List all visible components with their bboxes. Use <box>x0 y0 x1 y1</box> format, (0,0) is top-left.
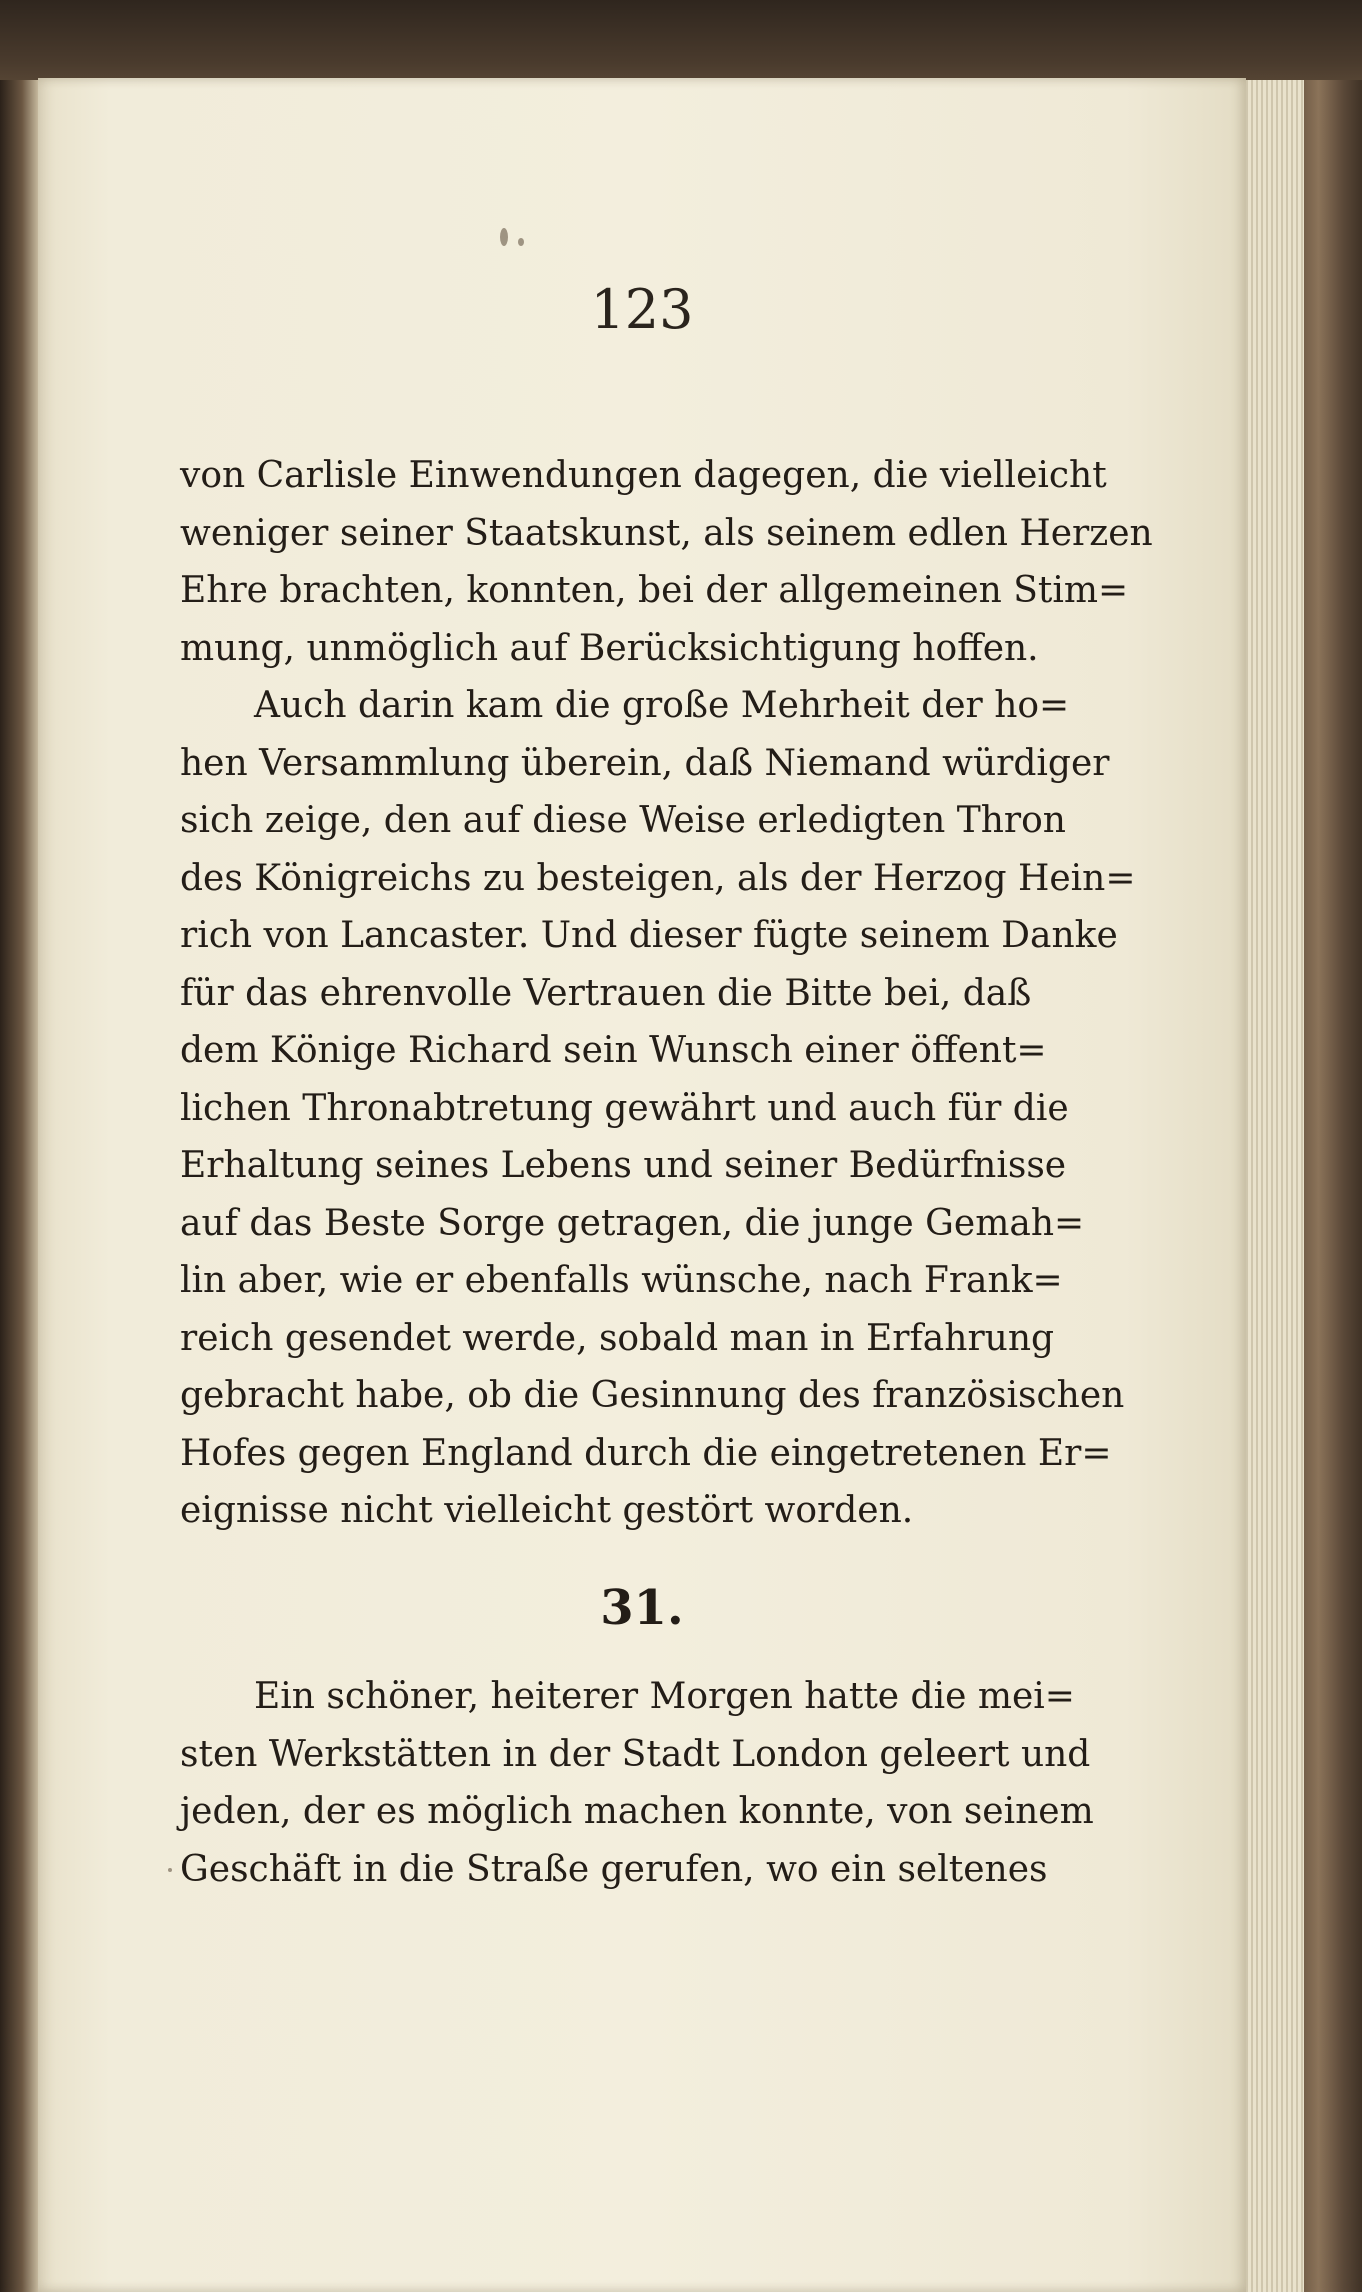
paper-speck <box>168 1868 172 1872</box>
text-line: mung, unmöglich auf Berücksichtigung hoffen. <box>180 627 1039 669</box>
text-line: Geschäft in die Straße gerufen, wo ein seltenes <box>180 1848 1048 1890</box>
text-line: Auch darin kam die große Mehrheit der ho= <box>254 685 1070 726</box>
book-cover-edge <box>1300 80 1362 2292</box>
gutter-shadow <box>0 80 40 2292</box>
text-line: Ein schöner, heiterer Morgen hatte die mei= <box>254 1676 1075 1717</box>
book-top-edge <box>0 0 1362 90</box>
chapter-paragraph <box>180 1668 1094 1898</box>
text-line: lin aber, wie er ebenfalls wünsche, nach Frank= <box>180 1260 1063 1301</box>
book-page <box>38 78 1246 2292</box>
text-line: sich zeige, den auf diese Weise erledigten Thron <box>180 800 1066 841</box>
text-line: lichen Thronabtretung gewährt und auch für die <box>180 1087 1069 1129</box>
text-line: Ehre brachten, konnten, bei der allgemeinen Stim= <box>180 570 1129 611</box>
text-line: weniger seiner Staatskunst, als seinem edlen Herzen <box>180 512 1153 554</box>
paper-stain <box>518 238 524 246</box>
page-stack-edge <box>1238 80 1304 2292</box>
text-line: des Königreichs zu besteigen, als der Herzog Hein= <box>180 857 1136 899</box>
text-line: eignisse nicht vielleicht gestört worden. <box>180 1490 914 1531</box>
text-line: gebracht habe, ob die Gesinnung des französischen <box>180 1375 1125 1416</box>
text-line: hen Versammlung überein, daß Niemand würdiger <box>180 742 1110 784</box>
chapter-heading: 31. <box>600 1580 684 1636</box>
text-line: sten Werkstätten in der Stadt London geleert und <box>180 1733 1091 1775</box>
text-line: für das ehrenvolle Vertrauen die Bitte bei, daß <box>180 972 1032 1014</box>
text-line: reich gesendet werde, sobald man in Erfahrung <box>180 1317 1055 1359</box>
text-line: rich von Lancaster. Und dieser fügte seinem Danke <box>180 915 1118 956</box>
paragraph-continuation <box>180 447 1153 1540</box>
text-line: jeden, der es möglich machen konnte, von seinem <box>180 1791 1094 1832</box>
text-line: Erhaltung seines Lebens und seiner Bedürfnisse <box>180 1145 1067 1186</box>
text-line: dem Könige Richard sein Wunsch einer öffent= <box>180 1030 1047 1071</box>
text-line: von Carlisle Einwendungen dagegen, die vielleicht <box>180 455 1107 496</box>
page-number: 123 <box>590 278 694 341</box>
text-line: auf das Beste Sorge getragen, die junge Gemah= <box>180 1202 1085 1244</box>
paper-stain <box>500 228 508 246</box>
text-line: Hofes gegen England durch die eingetretenen Er= <box>180 1432 1112 1474</box>
